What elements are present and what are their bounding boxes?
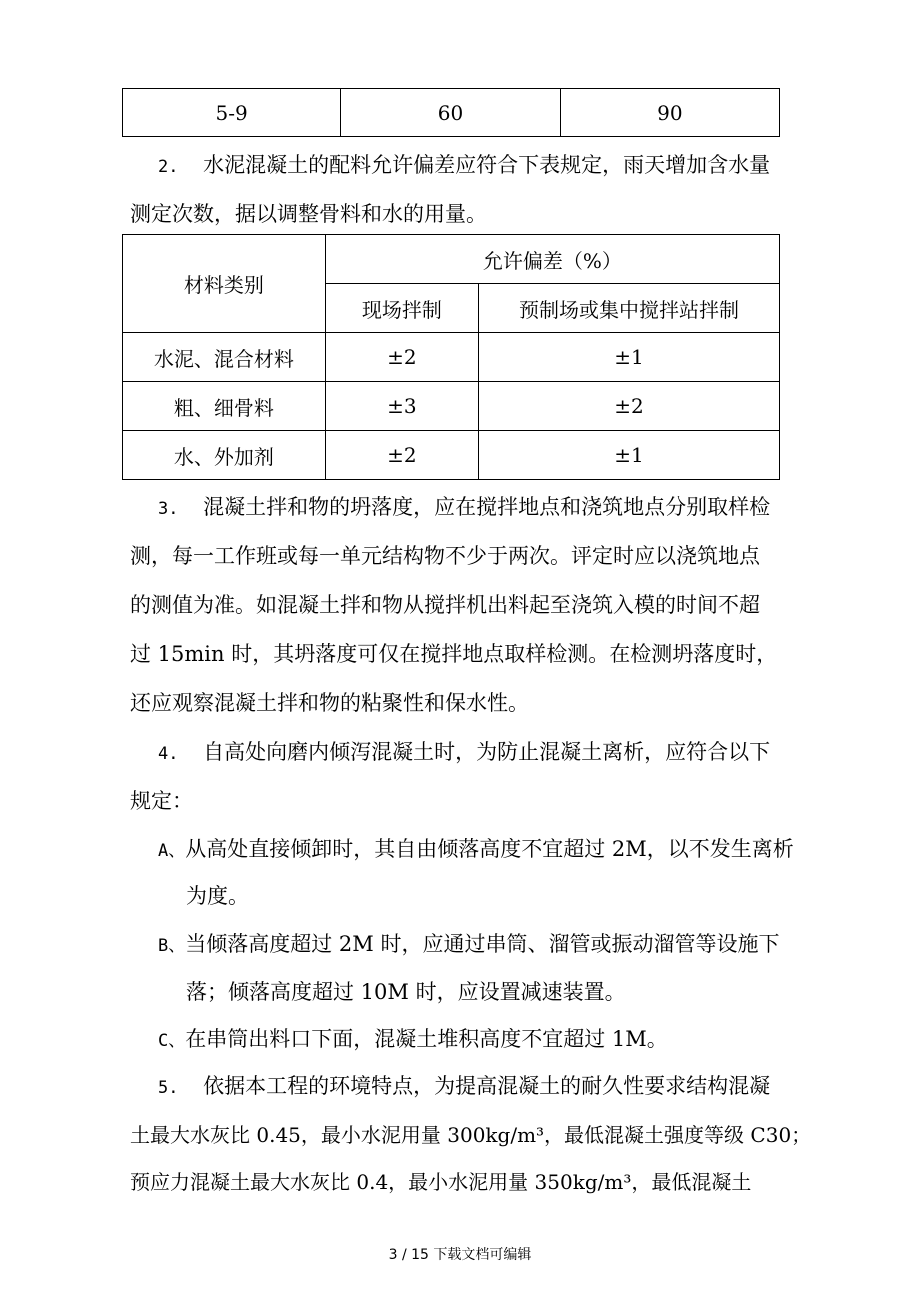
table-cell: ±2 [325,333,478,382]
table-row [123,431,780,480]
paragraph-5-line-3: 预应力混凝土最大水灰比 0.4，最小水泥用量 350kg/m³，最低混凝土 [130,1170,752,1194]
continuation-table [122,88,780,137]
paragraph-text: 在串筒出料口下面，混凝土堆积高度不宜超过 1M。 [185,1027,668,1051]
table-cell: 90 [560,89,779,137]
table-cell: ±2 [478,382,779,431]
header-allowed-deviation: 允许偏差（%） [325,235,779,284]
table-cell: 60 [341,89,560,137]
item-b-line-2: 落；倾落高度超过 10M 时，应设置减速装置。 [186,980,626,1004]
paragraph-4-line-1 [158,736,770,766]
paragraph-3-line-4: 过 15min 时，其坍落度可仅在搅拌地点取样检测。在检测坍落度时， [130,642,778,666]
paragraph-2-line-1 [158,149,770,179]
item-a-line-1 [158,833,794,863]
item-c-line-1 [158,1023,668,1053]
table-row [123,333,780,382]
paragraph-4-line-2: 规定： [130,789,193,813]
paragraph-3-line-2: 测，每一工作班或每一单元结构物不少于两次。评定时应以浇筑地点 [130,544,760,568]
paragraph-text: 自高处向磨内倾泻混凝土时，为防止混凝土离析，应符合以下 [203,740,771,764]
table-cell: 水、外加剂 [123,431,326,480]
paragraph-2-line-2: 测定次数，据以调整骨料和水的用量。 [130,202,487,226]
item-number: 3. [158,499,179,519]
paragraph-3-line-1 [158,491,770,521]
item-a-line-2: 为度。 [186,884,249,908]
header-material-category: 材料类别 [123,235,326,333]
item-number: 5. [158,1078,179,1098]
paragraph-text: 水泥混凝土的配料允许偏差应符合下表规定，雨天增加含水量 [203,153,771,177]
item-label: A、 [158,841,186,861]
item-number: 4. [158,744,179,764]
paragraph-text: 混凝土拌和物的坍落度，应在搅拌地点和浇筑地点分别取样检 [203,495,771,519]
table-row [123,89,780,137]
item-number: 2. [158,157,179,177]
subheader-plant: 预制场或集中搅拌站拌制 [478,284,779,333]
item-label: B、 [158,936,186,956]
table-cell: 粗、细骨料 [123,382,326,431]
table-row [123,382,780,431]
paragraph-5-line-2: 土最大水灰比 0.45，最小水泥用量 300kg/m³，最低混凝土强度等级 C30； [130,1123,812,1147]
item-label: C、 [158,1031,186,1051]
table-cell: ±1 [478,431,779,480]
subheader-onsite: 现场拌制 [325,284,478,333]
table-cell: 5-9 [123,89,341,137]
table-cell: ±3 [325,382,478,431]
paragraph-text: 从高处直接倾卸时，其自由倾落高度不宜超过 2M，以不发生离析 [185,837,794,861]
paragraph-3-line-3: 的测值为准。如混凝土拌和物从搅拌机出料起至浇筑入模的时间不超 [130,593,760,617]
page-footer: 3 / 15 下载文档可编辑 [388,1247,532,1263]
table-header-row [123,235,780,284]
paragraph-5-line-1 [158,1070,770,1100]
paragraph-3-line-5: 还应观察混凝土拌和物的粘聚性和保水性。 [130,691,529,715]
paragraph-text: 当倾落高度超过 2M 时，应通过串筒、溜管或振动溜管等设施下 [185,932,780,956]
paragraph-text: 依据本工程的环境特点，为提高混凝土的耐久性要求结构混凝 [203,1074,771,1098]
item-b-line-1 [158,928,779,958]
table-cell: ±2 [325,431,478,480]
table-cell: ±1 [478,333,779,382]
mix-deviation-table [122,234,780,480]
table-cell: 水泥、混合材料 [123,333,326,382]
